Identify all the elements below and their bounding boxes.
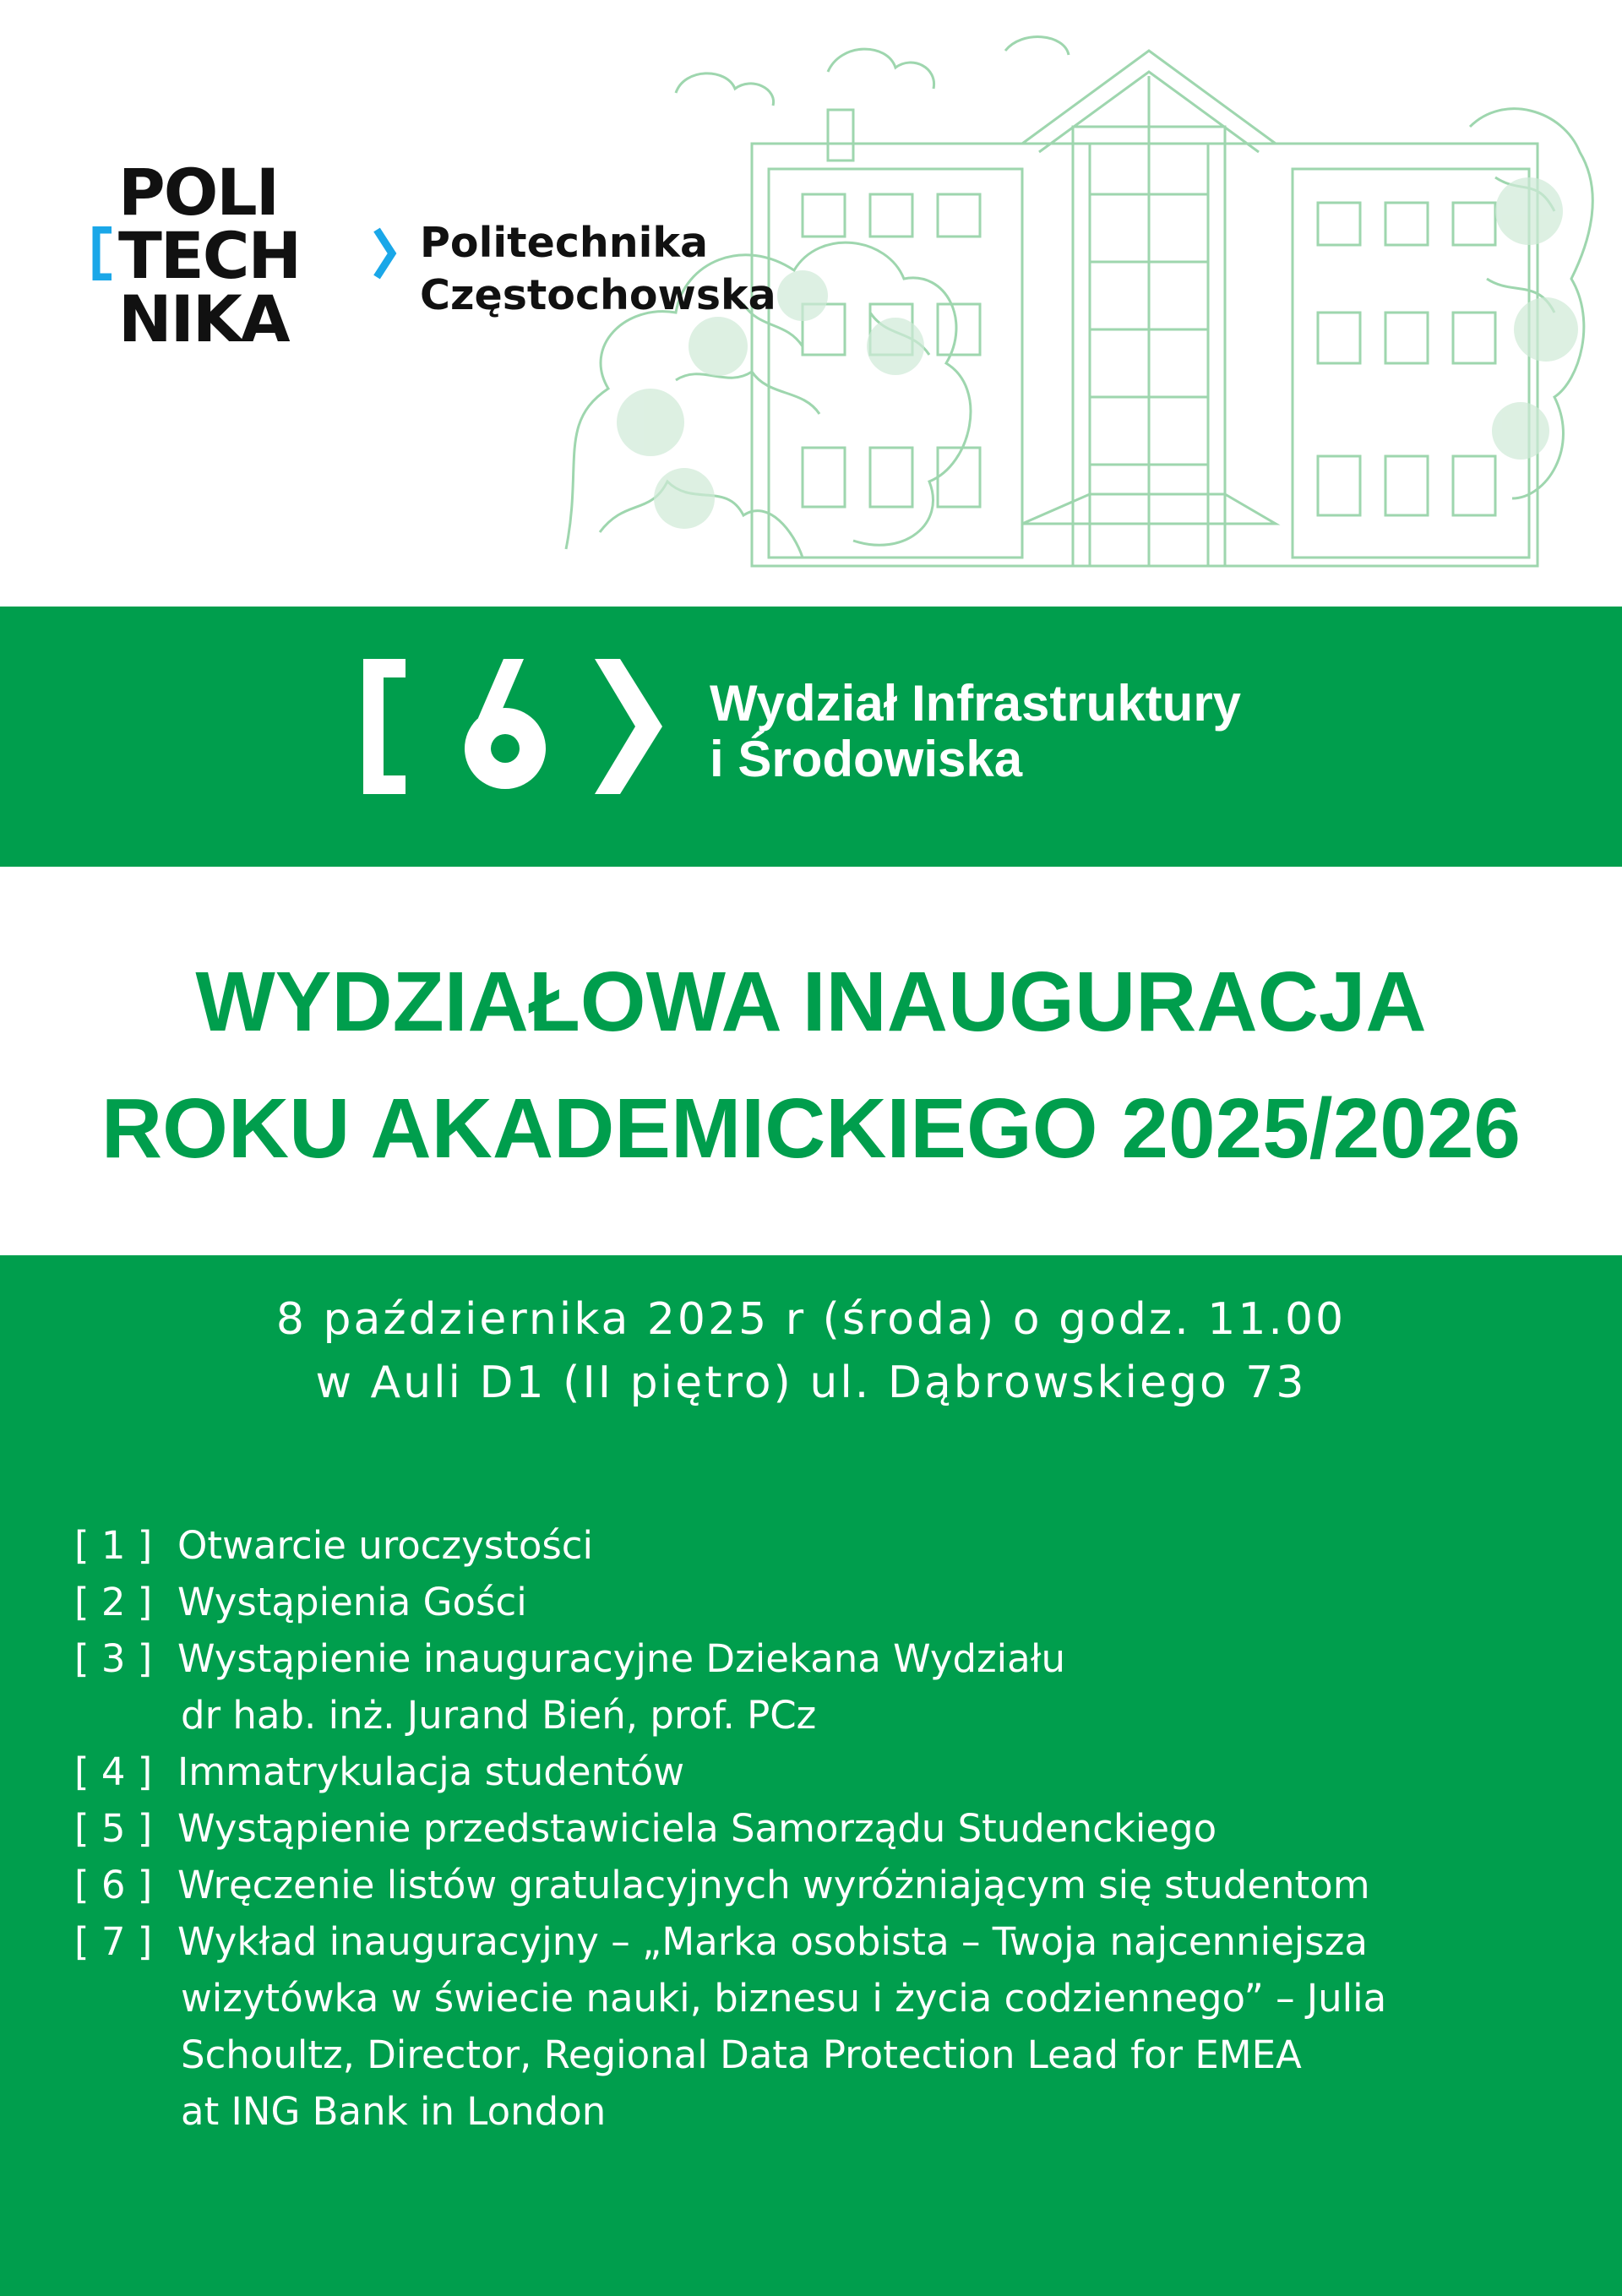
faculty-name-line-2: i Środowiska (710, 731, 1023, 787)
hero-section (0, 0, 1622, 607)
agenda-item (74, 1744, 1561, 1800)
agenda-item-line: Otwarcie uroczystości (177, 1523, 594, 1568)
agenda-item (74, 1800, 1561, 1857)
logo-chevron-right-icon (372, 226, 397, 280)
agenda-item-line: Wystąpienie inauguracyjne Dziekana Wydziału (177, 1636, 1066, 1681)
logo-left-bracket-icon (90, 226, 115, 280)
agenda-item-line: at ING Bank in London (181, 2089, 607, 2134)
agenda-item-text (177, 1574, 1561, 1630)
event-title-line-2: ROKU AKADEMICKIEGO 2025/2026 (101, 1081, 1521, 1176)
agenda-item-number: [ 6 ] (74, 1863, 153, 1907)
event-date: 8 października 2025 r (środa) o godz. 11.00 (275, 1294, 1347, 1345)
university-name-line-1: Politechnika (420, 219, 709, 267)
agenda-item-text (177, 1857, 1561, 1913)
agenda-item-text (177, 1744, 1561, 1800)
agenda-item (74, 1857, 1561, 1913)
agenda-item (74, 1913, 1561, 2140)
agenda-item-number: [ 1 ] (74, 1523, 153, 1568)
university-name-line-2: Częstochowska (420, 271, 776, 319)
faculty-name-line-1: Wydział Infrastruktury (710, 675, 1242, 732)
event-location: w Auli D1 (II piętro) ul. Dąbrowskiego 73 (315, 1357, 1307, 1408)
faculty-name (710, 676, 1241, 787)
agenda-item-text (177, 1517, 1561, 1574)
agenda-item-text (177, 1630, 1561, 1744)
agenda-item-number: [ 3 ] (74, 1636, 153, 1681)
politechnika-logo (84, 155, 389, 363)
agenda-item-line: Immatrykulacja studentów (177, 1749, 685, 1794)
faculty-drop-icon (360, 656, 666, 797)
event-title-section (0, 867, 1622, 1255)
university-name (420, 217, 776, 322)
agenda-item (74, 1517, 1561, 1574)
agenda-item-line: wizytówka w świecie nauki, biznesu i życia codziennego” – Julia (181, 1976, 1387, 2021)
agenda-item-line: Schoultz, Director, Regional Data Protection Lead for EMEA (181, 2032, 1302, 2077)
agenda-item (74, 1630, 1561, 1744)
agenda-item-number: [ 2 ] (74, 1580, 153, 1624)
agenda-item-line: Wykład inauguracyjny – „Marka osobista – Twoja najcenniejsza (177, 1919, 1368, 1964)
agenda-item-number: [ 7 ] (74, 1919, 153, 1964)
faculty-band (0, 607, 1622, 867)
logo-line-poli: POLI (118, 155, 279, 230)
agenda-item-text (177, 1800, 1561, 1857)
event-details-band (0, 1255, 1622, 2296)
event-title-line-1: WYDZIAŁOWA INAUGURACJA (195, 955, 1427, 1049)
agenda-item-text (177, 1913, 1561, 2140)
agenda-item-line: Wystąpienia Gości (177, 1580, 527, 1624)
agenda-item-line: dr hab. inż. Jurand Bień, prof. PCz (181, 1693, 817, 1738)
agenda-item-number: [ 5 ] (74, 1806, 153, 1851)
agenda-item-number: [ 4 ] (74, 1749, 153, 1794)
agenda-item-line: Wręczenie listów gratulacyjnych wyróżniającym się studentom (177, 1863, 1370, 1907)
logo-line-tech: TECH (118, 218, 301, 293)
logo-line-nika: NIKA (118, 281, 289, 356)
agenda-item-line: Wystąpienie przedstawiciela Samorządu Studenckiego (177, 1806, 1217, 1851)
agenda-list (74, 1517, 1561, 2140)
agenda-item (74, 1574, 1561, 1630)
